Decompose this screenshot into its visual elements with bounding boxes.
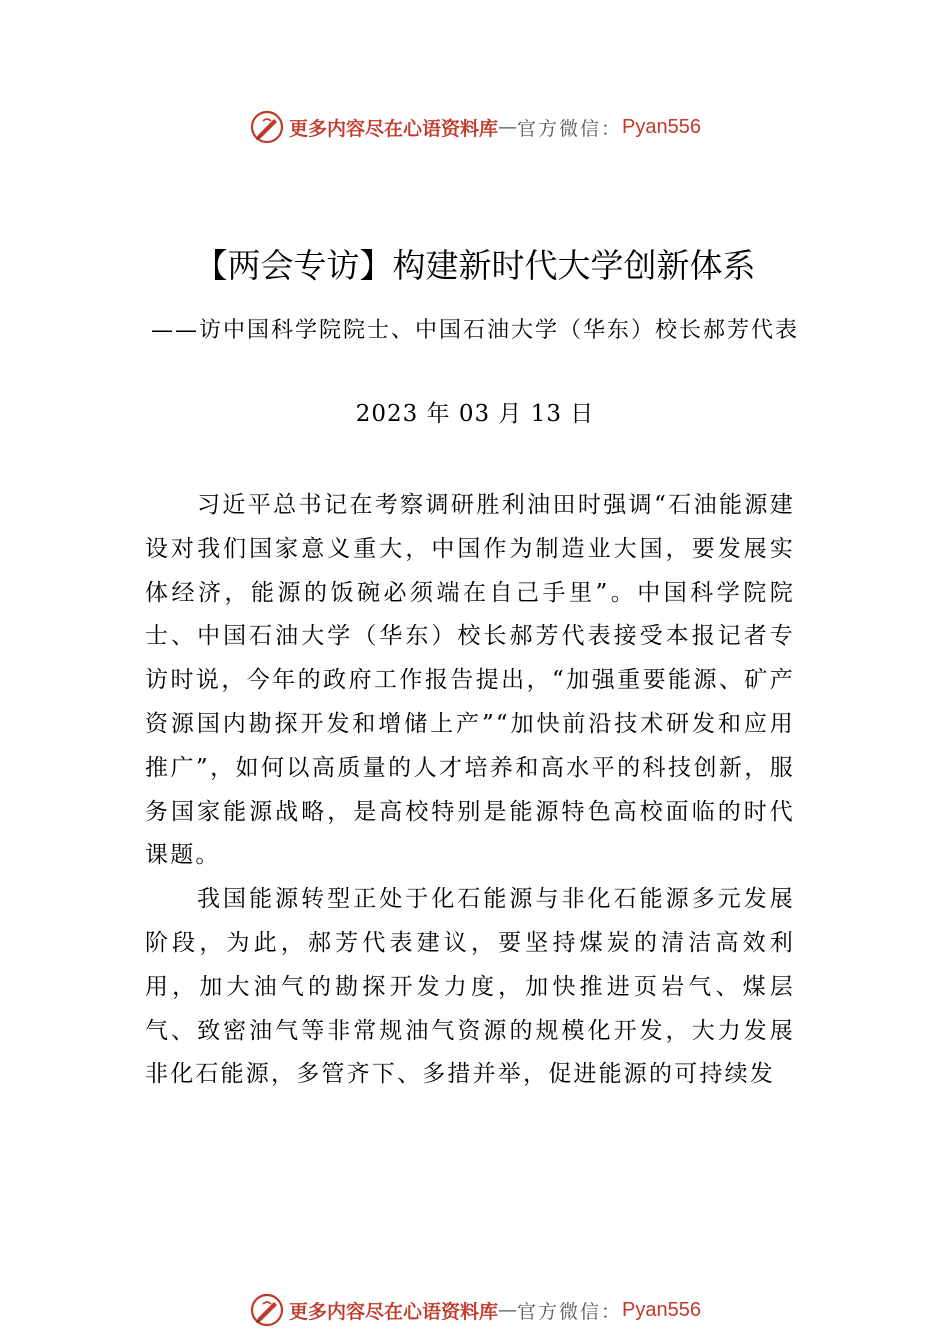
footer-watermark — [0, 1290, 950, 1330]
watermark-wechat-id: Pyan556 — [622, 1298, 701, 1321]
paragraph-2: 我国能源转型正处于化石能源与非化石能源多元发展阶段，为此，郝芳代表建议，要坚持煤炭的清洁高效利用，加大油气的勘探开发力度，加快推进页岩气、煤层气、致密油气等非常规油气资源的规模化开发，大力发展非化石能源，多管齐下、多措并举，促进能源的可持续发 — [145, 886, 795, 1088]
article-body — [145, 484, 795, 1097]
watermark-brand: 更多内容尽在心语资料库 — [289, 1300, 499, 1323]
page-subtitle: ——访中国科学院院士、中国石油大学（华东）校长郝芳代表 — [150, 318, 799, 343]
publish-date: 2023 年 03 月 13 日 — [355, 401, 595, 427]
pen-logo-icon — [249, 1292, 285, 1328]
watermark-wechat-id: Pyan556 — [622, 115, 701, 138]
watermark-label: 官方微信： — [517, 117, 623, 140]
watermark-brand: 更多内容尽在心语资料库 — [289, 117, 499, 140]
paragraph-1: 习近平总书记在考察调研胜利油田时强调“石油能源建设对我们国家意义重大，中国作为制造业大国，要发展实体经济，能源的饭碗必须端在自己手里”。中国科学院院士、中国石油大学（华东）校长郝芳代表接受本报记者专访时说，今年的政府工作报告提出，“加强重要能源、矿产资源国内勘探开发和增储上产”“加快前沿技术研发和应用推广”，如何以高质量的人才培养和高水平的科技创新，服务国家能源战略，是高校特别是能源特色高校面临的时代课题。 — [145, 492, 795, 869]
watermark-label: 官方微信： — [517, 1300, 623, 1323]
header-watermark — [0, 107, 950, 147]
watermark-separator: — — [498, 1299, 518, 1321]
page-title: 【两会专访】构建新时代大学创新体系 — [194, 246, 756, 285]
pen-logo-icon — [249, 109, 285, 145]
watermark-separator: — — [498, 116, 518, 138]
